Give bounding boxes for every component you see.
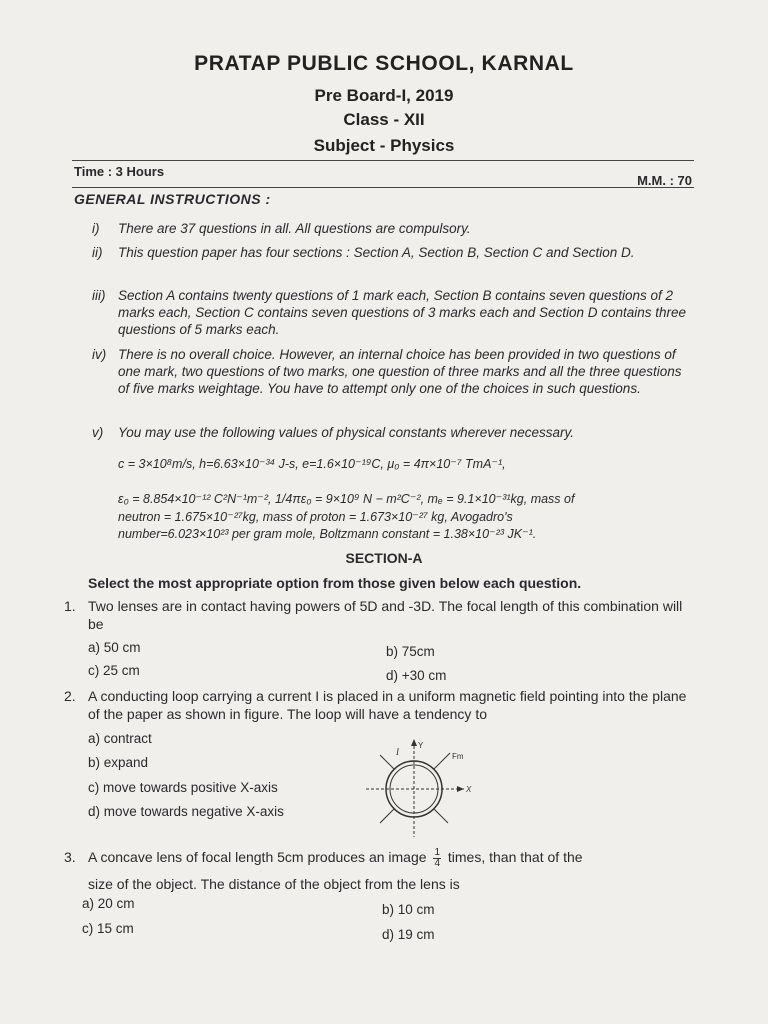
- section-instruction: Select the most appropriate option from those given below each question.: [88, 575, 582, 591]
- option-c: c) 25 cm: [88, 663, 140, 678]
- option-a: a) 50 cm: [88, 640, 141, 655]
- instruction-number: iv): [92, 347, 107, 362]
- fraction-numerator: 1: [434, 847, 440, 858]
- fraction-denominator: 4: [434, 858, 440, 869]
- question-text: Two lenses are in contact having powers of 5D and -3D. The focal length of this combination will be: [88, 598, 683, 632]
- loop-field-figure: [352, 737, 482, 837]
- question-2: [64, 687, 692, 723]
- instruction-number: ii): [92, 245, 103, 260]
- instruction-item: [94, 346, 694, 397]
- instruction-text: This question paper has four sections : Section A, Section B, Section C and Section D.: [118, 245, 635, 260]
- school-name: PRATAP PUBLIC SCHOOL, KARNAL: [194, 52, 574, 75]
- instruction-text: Section A contains twenty questions of 1 mark each, Section B contains seven questions of 2 marks each, Section C contains seven questions of 3 marks each and Section D contains three questions of 5 marks each.: [118, 288, 687, 337]
- question-3: [64, 848, 692, 893]
- question-number: 2.: [64, 688, 76, 704]
- constants-line: neutron = 1.675×10⁻²⁷kg, mass of proton = 1.673×10⁻²⁷ kg, Avogadro's: [118, 510, 513, 524]
- instruction-number: v): [92, 425, 104, 440]
- exam-title: Pre Board-I, 2019: [314, 86, 454, 105]
- instruction-text: There is no overall choice. However, an internal choice has been provided in two questions of one mark, two questions of two marks, one question of three marks and all the three questions of five marks weightage. You have to attempt only one of the choices in such questions.: [118, 347, 682, 396]
- instruction-item: [94, 287, 694, 338]
- force-arrow-se: [434, 809, 448, 823]
- option-b: b) 75cm: [386, 644, 435, 659]
- question-text-start: A concave lens of focal length 5cm produces an image: [88, 849, 427, 866]
- section-title: SECTION-A: [345, 550, 423, 566]
- option-a: a) contract: [88, 731, 152, 746]
- constants-line: ε₀ = 8.854×10⁻¹² C²N⁻¹m⁻², 1/4πε₀ = 9×10⁹ N − m²C⁻², mₑ = 9.1×10⁻³¹kg, mass of: [118, 492, 575, 506]
- question-text: A conducting loop carrying a current I is placed in a uniform magnetic field pointing into the plane of the paper as shown in figure. The loop will have a tendency to: [88, 688, 687, 722]
- header-divider-top: [72, 160, 694, 161]
- instruction-text: You may use the following values of physical constants wherever necessary.: [118, 425, 574, 440]
- option-d: d) +30 cm: [386, 668, 447, 683]
- header-divider-bottom: [72, 187, 694, 188]
- question-text: [88, 848, 692, 869]
- x-axis-arrow-icon: [457, 786, 464, 792]
- question-text-end: times, than that of the: [447, 849, 583, 866]
- instruction-item: [94, 220, 694, 237]
- option-b: b) expand: [88, 755, 149, 770]
- x-axis-label: X: [466, 785, 472, 794]
- option-d: d) move towards negative X-axis: [88, 804, 284, 819]
- question-text-line2: size of the object. The distance of the object from the lens is: [88, 876, 460, 892]
- y-axis-label: Y: [418, 741, 424, 750]
- option-a: a) 20 cm: [82, 896, 135, 911]
- constants-line: number=6.023×10²³ per gram mole, Boltzmann constant = 1.38×10⁻²³ JK⁻¹.: [118, 527, 537, 541]
- max-marks-label: M.M. : 70: [637, 173, 692, 188]
- exam-meta: [74, 164, 692, 188]
- class-label: Class - XII: [343, 110, 425, 129]
- force-arrow-nw: [380, 755, 394, 769]
- time-label: Time : 3 Hours: [74, 164, 165, 179]
- question-1: [64, 597, 692, 633]
- subject-label: Subject - Physics: [313, 136, 455, 155]
- instruction-text: There are 37 questions in all. All questions are compulsory.: [118, 221, 471, 236]
- fraction: [433, 848, 441, 869]
- option-d: d) 19 cm: [382, 927, 435, 942]
- instruction-item: [94, 424, 694, 441]
- instruction-number: iii): [92, 288, 106, 303]
- instruction-number: i): [92, 221, 100, 236]
- option-c: c) 15 cm: [82, 921, 134, 936]
- current-label: I: [396, 747, 399, 757]
- constants-line: c = 3×10⁸m/s, h=6.63×10⁻³⁴ J-s, e=1.6×10⁻¹⁹C, μ₀ = 4π×10⁻⁷ TmA⁻¹,: [118, 457, 506, 471]
- force-arrow-sw: [380, 809, 394, 823]
- force-label: Fm: [452, 752, 464, 761]
- y-axis-arrow-icon: [411, 739, 417, 746]
- question-number: 1.: [64, 598, 76, 614]
- option-b: b) 10 cm: [382, 902, 435, 917]
- instruction-item: [94, 244, 694, 261]
- force-arrow-ne: [434, 753, 450, 769]
- question-number: 3.: [64, 849, 76, 865]
- option-c: c) move towards positive X-axis: [88, 780, 278, 795]
- instructions-heading: GENERAL INSTRUCTIONS :: [74, 191, 271, 207]
